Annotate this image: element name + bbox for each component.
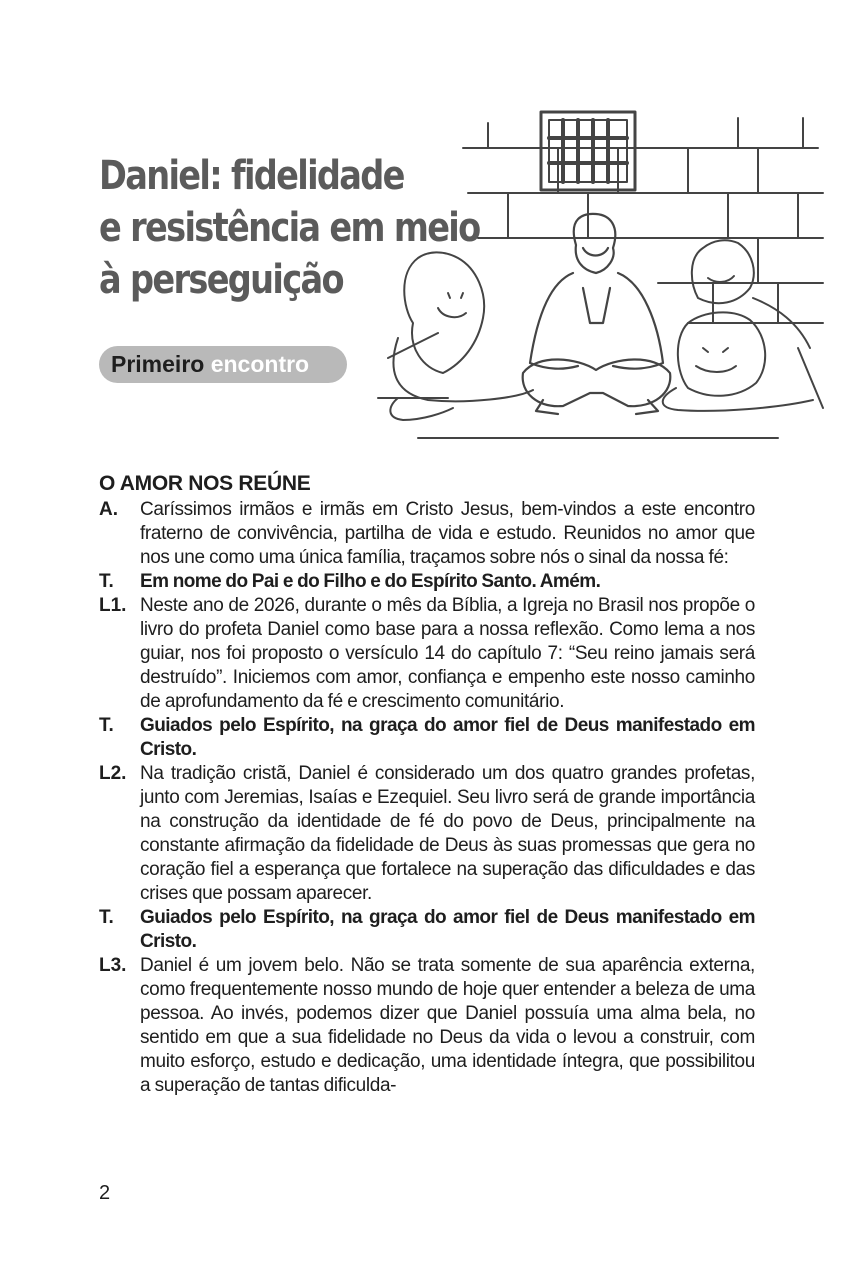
dialogue-row [99, 594, 755, 714]
page-number: 2 [99, 1182, 111, 1204]
title-line-1: Daniel: fidelidade [99, 153, 404, 199]
speaker-label: T. [99, 571, 114, 592]
dialogue-row [99, 906, 755, 954]
speaker-text: Daniel é um jovem belo. Não se trata somente de sua aparência externa, como frequentemente nosso mundo de hoje quer entender a beleza de uma pessoa. Ao invés, podemos dizer que Daniel possuía uma alma bela, no sentido em que a sua fidelidade no Deus da vida o levou a construir, com muito esforço, estudo e dedicação, uma identidade íntegra, que possibilitou a superação de tantas dificulda- [140, 955, 755, 1096]
speaker-label: L1. [99, 595, 127, 616]
page-title [99, 150, 480, 306]
dialogue-row [99, 570, 755, 594]
daniel-lions-den-illustration [358, 108, 828, 453]
speaker-text: Caríssimos irmãos e irmãs em Cristo Jesus, bem-vindos a este encontro fraterno de convivência, partilha de vida e estudo. Reunidos no amor que nos une como uma única família, traçamos sobre nós o sinal da nossa fé: [140, 499, 755, 568]
speaker-label: A. [99, 499, 118, 520]
dialogue-block [99, 498, 755, 1098]
speaker-text: Neste ano de 2026, durante o mês da Bíblia, a Igreja no Brasil nos propõe o livro do profeta Daniel como base para a nossa reflexão. Como lema a nos guiar, nos foi proposto o versículo 14 do capítulo 7: “Seu reino jamais será destruído”. Iniciemos com amor, confiança e empenho este nosso caminho de aprofundamento da fé e crescimento comunitário. [140, 595, 755, 712]
dialogue-row [99, 498, 755, 570]
speaker-label: T. [99, 907, 114, 928]
speaker-text: Guiados pelo Espírito, na graça do amor fiel de Deus manifestado em Cristo. [140, 907, 755, 952]
section-heading: O AMOR NOS REÚNE [99, 472, 311, 495]
daniel-figure [523, 214, 671, 414]
speaker-text: Em nome do Pai e do Filho e do Espírito Santo. Amém. [140, 571, 601, 592]
dialogue-row [99, 714, 755, 762]
left-lion [390, 252, 533, 420]
dialogue-row [99, 762, 755, 906]
dialogue-row [99, 954, 755, 1098]
badge-part-2: encontro [210, 351, 310, 377]
speaker-label: T. [99, 715, 114, 736]
badge-part-1: Primeiro [111, 351, 205, 377]
title-line-3: à perseguição [99, 257, 343, 303]
speaker-label: L2. [99, 763, 127, 784]
speaker-label: L3. [99, 955, 127, 976]
right-lions [663, 240, 813, 411]
meeting-badge [99, 346, 347, 383]
speaker-text: Guiados pelo Espírito, na graça do amor fiel de Deus manifestado em Cristo. [140, 715, 755, 760]
speaker-text: Na tradição cristã, Daniel é considerado um dos quatro grandes profetas, junto com Jeremias, Isaías e Ezequiel. Seu livro será de grande importância na construção da identidade de fé do povo de Deus, principalmente na constante afirmação da fidelidade de Deus às suas promessas que gera no coração fiel a esperança que fortalece na superação das dificuldades e das crises que possam aparecer. [140, 763, 755, 904]
title-line-2: e resistência em meio [99, 205, 480, 251]
